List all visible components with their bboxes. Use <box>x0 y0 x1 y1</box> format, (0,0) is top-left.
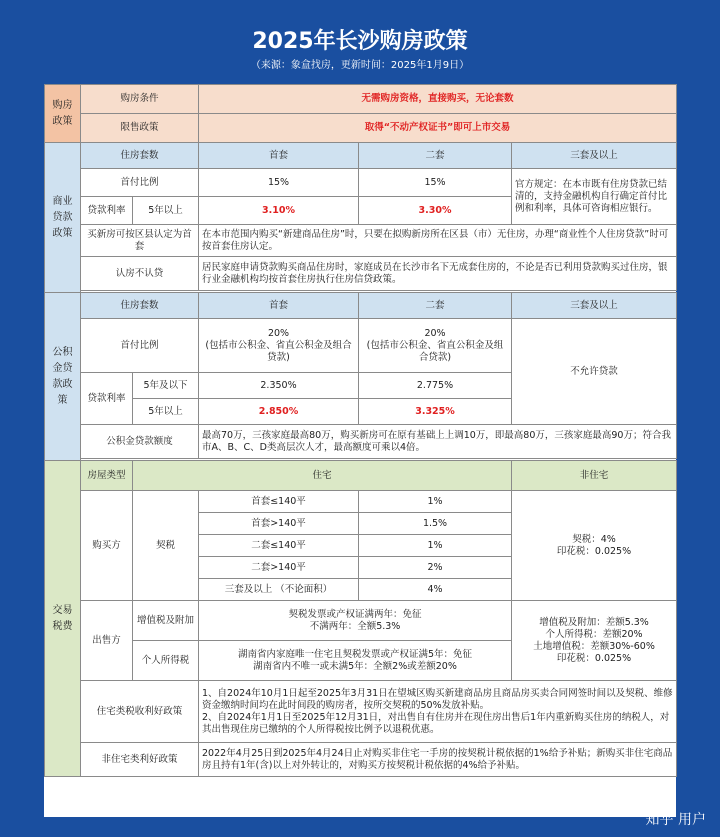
fund-col-first: 首套 <box>199 293 359 319</box>
loan-rule-text: 居民家庭申请贷款购买商品住房时，家庭成员在长沙市名下无成套住房的，不论是否已利用贷款购买过住房，银行业金融机构均按首套住房执行住房信贷政策。 <box>199 257 677 291</box>
commercial-rate-second: 3.30% <box>359 197 512 225</box>
fund-down-label: 首付比例 <box>81 319 199 373</box>
fund-quota-row <box>45 425 677 459</box>
fund-header-row <box>45 293 677 319</box>
fund-down-first: 20% (包括市公积金、省直公积金及组合贷款) <box>199 319 359 373</box>
fund-col-count: 住房套数 <box>81 293 199 319</box>
commercial-down-second: 15% <box>359 169 512 197</box>
tax-col-non-residential: 非住宅 <box>512 461 677 491</box>
fund-rate-first-1: 2.350% <box>199 373 359 399</box>
deed-cond-1: 首套≤140平 <box>199 491 359 513</box>
commercial-third-note: 官方规定：在本市既有住房贷款已结清的，支持金融机构自行确定首付比例和利率，具体可咨询相应银行。 <box>512 169 677 225</box>
buyer-deed-label: 契税 <box>133 491 199 601</box>
section-commercial-label: 商业贷款政策 <box>45 143 81 293</box>
header <box>44 20 676 80</box>
deed-rate-1: 1% <box>359 491 512 513</box>
policy-table <box>44 84 676 817</box>
deed-cond-4: 二套>140平 <box>199 557 359 579</box>
purchase-condition-row <box>45 85 677 114</box>
section-tax-label: 交易税费 <box>45 461 81 777</box>
commercial-down-row <box>45 169 677 197</box>
fund-third-note: 不允许贷款 <box>512 319 677 425</box>
deed-rate-4: 2% <box>359 557 512 579</box>
resale-limit-value: 取得“不动产权证书”即可上市交易 <box>199 114 677 143</box>
deed-cond-5: 三套及以上 （不论面积） <box>199 579 359 601</box>
loan-rule-row <box>45 257 677 291</box>
seller-vat-text: 契税发票或产权证满两年：免征 不满两年：全额5.3% <box>199 601 512 641</box>
fund-rate-term-1: 5年及以下 <box>133 373 199 399</box>
purchase-condition-label: 购房条件 <box>81 85 199 114</box>
fund-rate-first-2: 2.850% <box>199 399 359 425</box>
section-purchase-label: 购房政策 <box>45 85 81 143</box>
fund-rate-second-2: 3.325% <box>359 399 512 425</box>
fund-quota-label: 公积金贷款额度 <box>81 425 199 459</box>
commercial-rate-first: 3.10% <box>199 197 359 225</box>
buyer-label: 购买方 <box>81 491 133 601</box>
non-res-policy-text: 2022年4月25日到2025年4月24日止对购买非住宅一手房的按契税计税依据的1%给予补贴；新购买非住宅商品房且持有1年(含)以上对外转让的，对购买方按契税计税依据的4%给予补贴。 <box>199 743 677 777</box>
non-res-policy-row <box>45 743 677 777</box>
section-fund-label: 公积金贷款政策 <box>45 293 81 461</box>
tax-col-type: 房屋类型 <box>81 461 133 491</box>
fund-col-third: 三套及以上 <box>512 293 677 319</box>
deed-rate-5: 4% <box>359 579 512 601</box>
fund-rate-group: 贷款利率 <box>81 373 133 425</box>
seller-vat-row <box>45 601 677 641</box>
residential-policy-text: 1、自2024年10月1日起至2025年3月31日在望城区购买新建商品房且商品房买卖合同网签时间以及契税、维修资金缴纳时间均在此时间段的购房者，按所交契税的50%发放补贴。 2、自2024年1月1日至2025年12月31日，对出售自有住房并在现住房出售后1年内重新购买住房的纳税人，对其出售现住房已缴纳的个人所得税按比例予以退税优惠。 <box>199 681 677 743</box>
county-rule-row <box>45 225 677 257</box>
fund-down-row <box>45 319 677 373</box>
fund-rate-term-2: 5年以上 <box>133 399 199 425</box>
loan-rule-label: 认房不认贷 <box>81 257 199 291</box>
county-rule-label: 买新房可按区县认定为首套 <box>81 225 199 257</box>
brand-watermark: 知乎 用户 <box>645 812 706 828</box>
fund-col-second: 二套 <box>359 293 512 319</box>
seller-label: 出售方 <box>81 601 133 681</box>
deed-row-1 <box>45 491 677 513</box>
commercial-col-count: 住房套数 <box>81 143 199 169</box>
seller-pit-label: 个人所得税 <box>133 641 199 681</box>
deed-cond-2: 首套>140平 <box>199 513 359 535</box>
county-rule-text: 在本市范围内购买“新建商品住房”时，只要在拟购新房所在区县（市）无住房，办理“商业性个人住房贷款”时可按首套住房认定。 <box>199 225 677 257</box>
resale-limit-label: 限售政策 <box>81 114 199 143</box>
non-res-seller-cell: 增值税及附加：差额5.3% 个人所得税：差额20% 土地增值税：差额30%-60% 印花税：0.025% <box>512 601 677 681</box>
commercial-down-first: 15% <box>199 169 359 197</box>
commercial-col-third: 三套及以上 <box>512 143 677 169</box>
non-res-policy-label: 非住宅类利好政策 <box>81 743 199 777</box>
commercial-down-label: 首付比例 <box>81 169 199 197</box>
non-res-buyer-cell: 契税：4% 印花税：0.025% <box>512 491 677 601</box>
page-subtitle: （来源：象盒找房，更新时间：2025年1月9日） <box>250 60 470 71</box>
commercial-header-row <box>45 143 677 169</box>
commercial-rate-term: 5年以上 <box>133 197 199 225</box>
residential-policy-label: 住宅类税收利好政策 <box>81 681 199 743</box>
commercial-col-second: 二套 <box>359 143 512 169</box>
page-title: 2025年长沙购房政策 <box>252 29 468 54</box>
fund-quota-text: 最高70万，三孩家庭最高80万，购买新房可在原有基础上上调10万，即最高80万，三孩家庭最高90万；符合我市A、B、C、D类高层次人才，最高额度可乘以4倍。 <box>199 425 677 459</box>
seller-pit-text: 湖南省内家庭唯一住宅且契税发票或产权证满5年：免征 湖南省内不唯一或未满5年：全额2%或差额20% <box>199 641 512 681</box>
fund-down-second: 20% (包括市公积金、省直公积金及组合贷款) <box>359 319 512 373</box>
resale-limit-row <box>45 114 677 143</box>
tax-header-row <box>45 461 677 491</box>
deed-cond-3: 二套≤140平 <box>199 535 359 557</box>
fund-rate-second-1: 2.775% <box>359 373 512 399</box>
seller-vat-label: 增值税及附加 <box>133 601 199 641</box>
purchase-condition-value: 无需购房资格，直接购买，无论套数 <box>199 85 677 114</box>
tax-col-residential: 住宅 <box>133 461 512 491</box>
commercial-col-first: 首套 <box>199 143 359 169</box>
deed-rate-2: 1.5% <box>359 513 512 535</box>
commercial-rate-group: 贷款利率 <box>81 197 133 225</box>
deed-rate-3: 1% <box>359 535 512 557</box>
residential-policy-row <box>45 681 677 743</box>
